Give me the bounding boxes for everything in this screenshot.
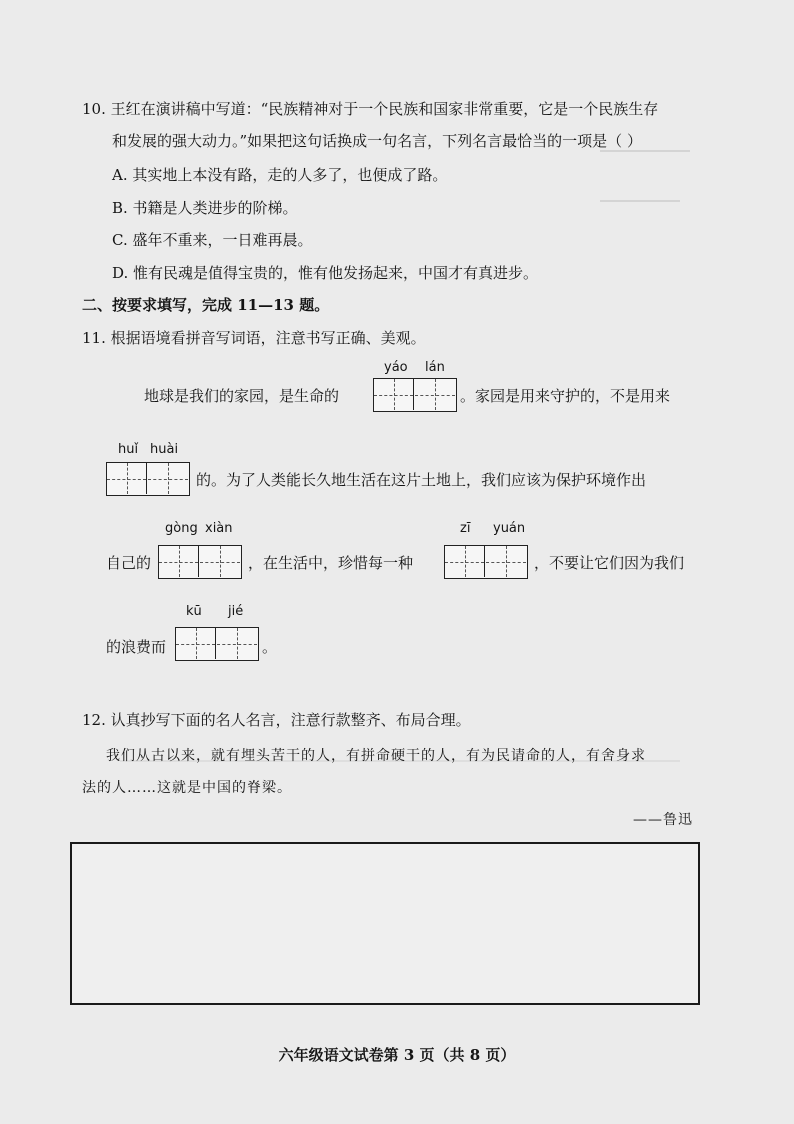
q11-prompt: 11. 根据语境看拼音写词语，注意书写正确、美观。 [82, 329, 426, 347]
pinyin-lan: lán [425, 360, 445, 375]
q10-stem-line1: 10. 王红在演讲稿中写道：“民族精神对于一个民族和国家非常重要，它是一个民族生存 [82, 100, 659, 118]
q10-stem-line2: 和发展的强大动力。”如果把这句话换成一句名言，下列名言最恰当的一项是（ ） [112, 132, 642, 150]
pinyin-yao: yáo [384, 360, 408, 375]
pinyin-gong: gòng [165, 521, 198, 536]
pinyin-yuan: yuán [493, 521, 526, 536]
writing-grid-huihuai[interactable] [106, 462, 190, 496]
q11-text-3: 的。为了人类能长久地生活在这片土地上，我们应该为保护环境作出 [196, 471, 647, 489]
pinyin-xian: xiàn [205, 521, 233, 536]
pinyin-jie: jié [228, 604, 244, 619]
writing-grid-ziyuan[interactable] [444, 545, 528, 579]
q11-text-1: 地球是我们的家园，是生命的 [144, 387, 340, 405]
q10-option-d: D. 惟有民魂是值得宝贵的，惟有他发扬起来，中国才有真进步。 [112, 264, 539, 282]
q11-text-4: 自己的 [106, 554, 152, 572]
pinyin-ku: kū [186, 604, 202, 619]
writing-grid-kujie[interactable] [175, 627, 259, 661]
quote-line1: 我们从古以来，就有埋头苦干的人，有拼命硬干的人，有为民请命的人，有舍身求 [106, 748, 646, 764]
copy-writing-box[interactable] [70, 842, 700, 1005]
q11-text-5: ，在生活中，珍惜每一种 [248, 554, 414, 572]
quote-line2: 法的人……这就是中国的脊梁。 [82, 780, 292, 796]
pinyin-hui: huǐ [118, 442, 139, 457]
section-heading: 二、按要求填写，完成 11—13 题。 [82, 296, 330, 314]
q10-option-a: A. 其实地上本没有路，走的人多了，也便成了路。 [112, 166, 448, 184]
quote-author: ——鲁迅 [633, 812, 693, 828]
q11-text-6: ，不要让它们因为我们 [534, 554, 685, 572]
q10-option-b: B. 书籍是人类进步的阶梯。 [112, 199, 298, 217]
q11-text-7: 的浪费而 [106, 638, 167, 656]
q12-prompt: 12. 认真抄写下面的名人名言，注意行款整齐、布局合理。 [82, 711, 471, 729]
q10-option-c: C. 盛年不重来，一日难再晨。 [112, 231, 313, 249]
pinyin-huai: huài [150, 442, 179, 457]
writing-grid-yaolan[interactable] [373, 378, 457, 412]
pinyin-zi: zī [460, 521, 471, 536]
q11-text-2: 。家园是用来守护的，不是用来 [460, 387, 671, 405]
q11-text-8: 。 [262, 638, 278, 656]
page-footer: 六年级语文试卷第 3 页（共 8 页） [278, 1046, 516, 1064]
writing-grid-gongxian[interactable] [158, 545, 242, 579]
